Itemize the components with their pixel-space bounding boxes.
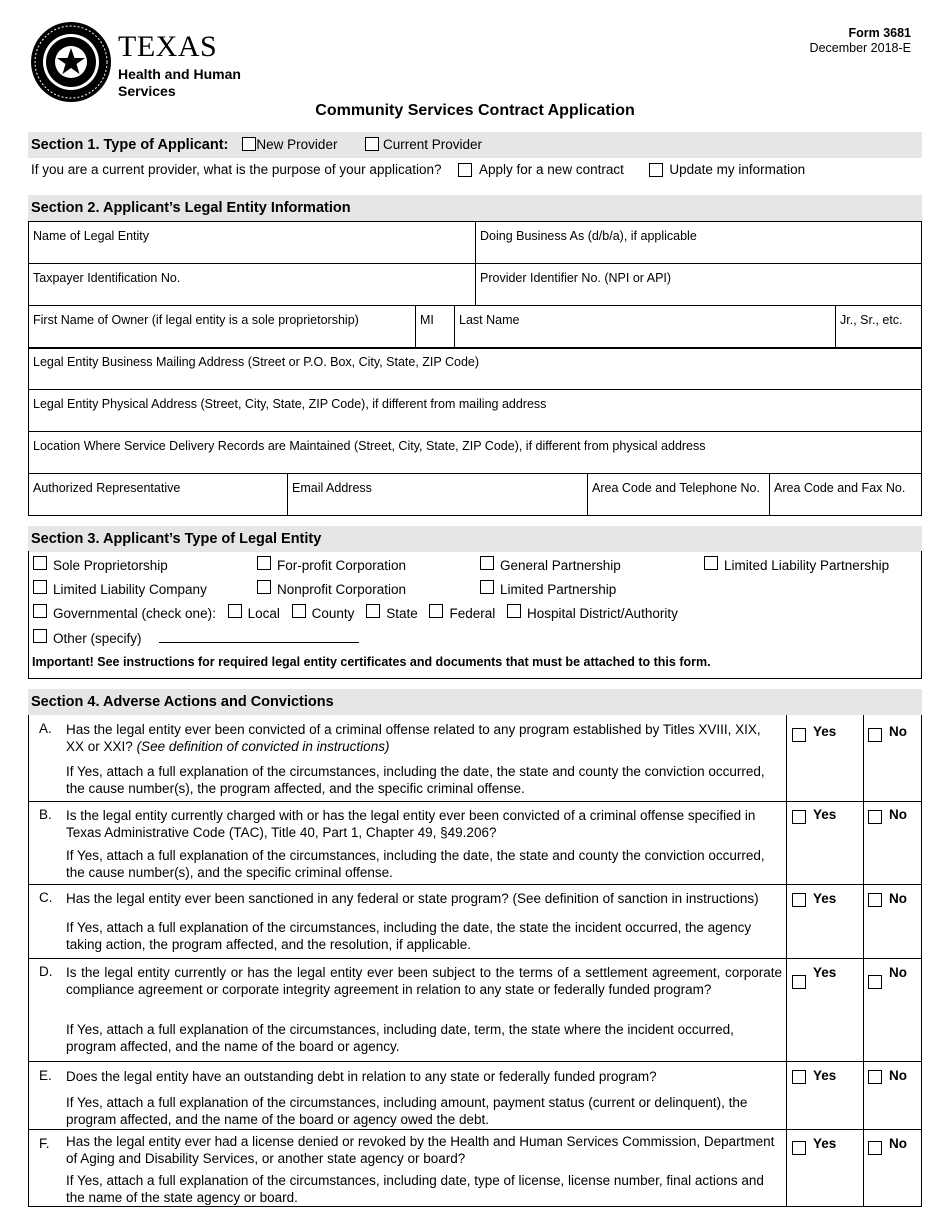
nonprofit-label: Nonprofit Corporation (277, 582, 407, 597)
provider-id-field[interactable] (476, 264, 922, 306)
question-explanation: If Yes, attach a full explanation of the circumstances, including date, term, the state where the incident occurred, program affected, and the name of the board or agency. (66, 1022, 734, 1054)
question-row-d (29, 959, 921, 1062)
yes-label: Yes (813, 1136, 837, 1151)
q-d-yes-checkbox[interactable] (792, 975, 806, 989)
important-note: Important! See instructions for required legal entity certificates and documents that must be attached to this form. (32, 655, 711, 669)
telephone-label: Area Code and Telephone No. (592, 481, 760, 495)
q-a-no-checkbox[interactable] (868, 728, 882, 742)
question-explanation: If Yes, attach a full explanation of the circumstances, including the date, the state the incident occurred, the agency taking action, the program affected, and the resolution, if applicable. (66, 920, 752, 952)
current-provider-checkbox[interactable] (365, 137, 379, 151)
apply-new-contract-label: Apply for a new contract (479, 162, 624, 177)
general-partnership-label: General Partnership (500, 558, 621, 573)
local-checkbox[interactable] (228, 604, 242, 618)
yes-label: Yes (813, 724, 837, 739)
q-c-no-checkbox[interactable] (868, 893, 882, 907)
llc-checkbox[interactable] (33, 580, 47, 594)
question-text: Has the legal entity ever been sanctioned in any federal or state program? (See definition of sanction in instructions) (66, 891, 759, 906)
section2-heading: Section 2. Applicant’s Legal Entity Information (31, 200, 351, 216)
agency-subname-2: Services (118, 83, 176, 99)
sole-proprietorship-checkbox[interactable] (33, 556, 47, 570)
question-italic-note: (See definition of convicted in instructions) (136, 739, 390, 754)
agency-name: TEXAS (118, 30, 218, 63)
question-explanation: If Yes, attach a full explanation of the circumstances, including amount, payment status (current or delinquent), the program affected, and the name of the board or agency owed the debt. (66, 1095, 748, 1127)
update-info-label: Update my information (669, 162, 806, 177)
contact-table (28, 473, 922, 516)
section4-heading: Section 4. Adverse Actions and Convictions (31, 694, 334, 710)
agency-logo (30, 20, 250, 108)
section3-heading: Section 3. Applicant’s Type of Legal Entity (31, 531, 322, 547)
governmental-label: Governmental (check one): (53, 606, 216, 621)
question-text: Is the legal entity currently or has the legal entity ever been subject to the terms of a settlement agreement, corporate compliance agreement or corporate integrity agreement in relation to any state or federally funded program? (66, 965, 782, 997)
question-text: Is the legal entity currently charged with or has the legal entity ever been convicted of a criminal offense specified in Texas Administrative Code (TAC), Title 40, Part 1, Chapter 49, §49.206? (66, 808, 756, 840)
section1-heading: Section 1. Type of Applicant: (31, 137, 229, 153)
question-explanation: If Yes, attach a full explanation of the circumstances, including the date, the state and county the conviction occurred, the cause number(s), and the specific criminal offense. (66, 848, 765, 880)
question-letter: C. (39, 890, 53, 905)
question-letter: A. (39, 721, 52, 736)
new-provider-checkbox[interactable] (242, 137, 256, 151)
yes-label: Yes (813, 965, 837, 980)
state-label: State (386, 606, 418, 621)
general-partnership-checkbox[interactable] (480, 556, 494, 570)
apply-new-contract-checkbox[interactable] (458, 163, 472, 177)
state-checkbox[interactable] (366, 604, 380, 618)
owner-first-name-field[interactable] (29, 306, 416, 349)
form-date: December 2018-E (809, 41, 911, 55)
mi-field[interactable] (416, 306, 455, 349)
hospital-district-checkbox[interactable] (507, 604, 521, 618)
question-letter: E. (39, 1068, 52, 1083)
question-text: Has the legal entity ever had a license denied or revoked by the Health and Human Services Commission, Department of Aging and Disability Services, or another state agency or board? (66, 1134, 775, 1166)
entity-name-label: Name of Legal Entity (33, 229, 150, 243)
q-e-yes-checkbox[interactable] (792, 1070, 806, 1084)
question-explanation: If Yes, attach a full explanation of the circumstances, including date, type of license, license number, final actions and the name of the state agency or board. (66, 1173, 764, 1205)
other-specify-input[interactable] (159, 630, 359, 643)
q-b-no-checkbox[interactable] (868, 810, 882, 824)
question-row-b (29, 802, 921, 885)
forprofit-checkbox[interactable] (257, 556, 271, 570)
no-label: No (889, 724, 907, 739)
fax-label: Area Code and Fax No. (774, 481, 906, 495)
tin-label: Taxpayer Identification No. (33, 271, 181, 285)
question-row-c (29, 885, 921, 959)
llp-label: Limited Liability Partnership (724, 558, 890, 573)
section2-header (28, 195, 922, 221)
last-name-label: Last Name (459, 313, 520, 327)
county-checkbox[interactable] (292, 604, 306, 618)
federal-label: Federal (449, 606, 496, 621)
owner-first-name-label: First Name of Owner (if legal entity is a sole proprietorship) (33, 313, 359, 327)
forprofit-label: For-profit Corporation (277, 558, 407, 573)
legal-entity-table (28, 221, 922, 306)
question-row-a (29, 715, 921, 802)
other-checkbox[interactable] (33, 629, 47, 643)
agency-subname-1: Health and Human (118, 66, 241, 82)
q-d-no-checkbox[interactable] (868, 975, 882, 989)
question-row-f (29, 1130, 921, 1206)
no-label: No (889, 807, 907, 822)
question-letter: F. (39, 1136, 50, 1151)
q-c-yes-checkbox[interactable] (792, 893, 806, 907)
section1-header (28, 132, 922, 158)
address-table (28, 347, 922, 474)
authorized-rep-field[interactable] (29, 474, 288, 516)
limited-partnership-checkbox[interactable] (480, 580, 494, 594)
county-label: County (311, 606, 355, 621)
question-letter: B. (39, 807, 52, 822)
llp-checkbox[interactable] (704, 556, 718, 570)
owner-name-table (28, 305, 922, 349)
q-e-no-checkbox[interactable] (868, 1070, 882, 1084)
email-field[interactable] (288, 474, 588, 516)
page-title: Community Services Contract Application (315, 102, 635, 119)
question-text: Does the legal entity have an outstanding debt in relation to any state or federally funded program? (66, 1069, 657, 1084)
q-f-no-checkbox[interactable] (868, 1141, 882, 1155)
other-label: Other (specify) (53, 631, 142, 646)
entity-name-field[interactable] (29, 222, 476, 264)
question-explanation: If Yes, attach a full explanation of the circumstances, including the date, the state and county the conviction occurred, the cause number(s), the program affected, and the specific criminal offense. (66, 764, 765, 796)
purpose-row (31, 162, 805, 177)
section3-header (28, 526, 922, 552)
texas-seal-icon (30, 20, 112, 104)
update-info-checkbox[interactable] (649, 163, 663, 177)
question-row-e (29, 1062, 921, 1130)
telephone-field[interactable] (588, 474, 770, 516)
question-letter: D. (39, 964, 53, 979)
section4-header (28, 689, 922, 715)
suffix-field[interactable] (836, 306, 922, 349)
yes-label: Yes (813, 891, 837, 906)
adverse-actions-table (28, 715, 922, 1207)
purpose-question: If you are a current provider, what is the purpose of your application? (31, 162, 442, 177)
dba-field[interactable] (476, 222, 922, 264)
hospital-district-label: Hospital District/Authority (527, 606, 678, 621)
mailing-address-label: Legal Entity Business Mailing Address (Street or P.O. Box, City, State, ZIP Code) (33, 355, 480, 369)
yes-label: Yes (813, 807, 837, 822)
nonprofit-checkbox[interactable] (257, 580, 271, 594)
limited-partnership-label: Limited Partnership (500, 582, 617, 597)
yes-label: Yes (813, 1068, 837, 1083)
no-label: No (889, 1136, 907, 1151)
authorized-rep-label: Authorized Representative (33, 481, 181, 495)
last-name-field[interactable] (455, 306, 836, 349)
tin-field[interactable] (29, 264, 476, 306)
mi-label: MI (420, 313, 434, 327)
mailing-address-field[interactable] (29, 348, 922, 390)
physical-address-label: Legal Entity Physical Address (Street, City, State, ZIP Code), if different from mailing address (33, 397, 547, 411)
email-label: Email Address (292, 481, 372, 495)
local-label: Local (247, 606, 280, 621)
provider-id-label: Provider Identifier No. (NPI or API) (480, 271, 672, 285)
fax-field[interactable] (770, 474, 922, 516)
q-f-yes-checkbox[interactable] (792, 1141, 806, 1155)
q-a-yes-checkbox[interactable] (792, 728, 806, 742)
llc-label: Limited Liability Company (53, 582, 207, 597)
records-location-label: Location Where Service Delivery Records are Maintained (Street, City, State, ZIP Code), if different from physical address (33, 439, 706, 453)
governmental-checkbox[interactable] (33, 604, 47, 618)
no-label: No (889, 965, 907, 980)
q-b-yes-checkbox[interactable] (792, 810, 806, 824)
dba-label: Doing Business As (d/b/a), if applicable (480, 229, 697, 243)
question-text: Has the legal entity ever been convicted of a criminal offense related to any program established by Titles XVIII, XIX, XX or XXI? (66, 722, 761, 754)
records-location-field[interactable] (29, 432, 922, 474)
entity-type-box (28, 551, 922, 679)
new-provider-label: New Provider (256, 137, 338, 152)
physical-address-field[interactable] (29, 390, 922, 432)
no-label: No (889, 891, 907, 906)
federal-checkbox[interactable] (429, 604, 443, 618)
suffix-label: Jr., Sr., etc. (840, 313, 903, 327)
current-provider-label: Current Provider (382, 137, 483, 152)
no-label: No (889, 1068, 907, 1083)
form-number: Form 3681 (848, 26, 911, 40)
form-number-block (810, 26, 911, 56)
sole-proprietorship-label: Sole Proprietorship (53, 558, 168, 573)
